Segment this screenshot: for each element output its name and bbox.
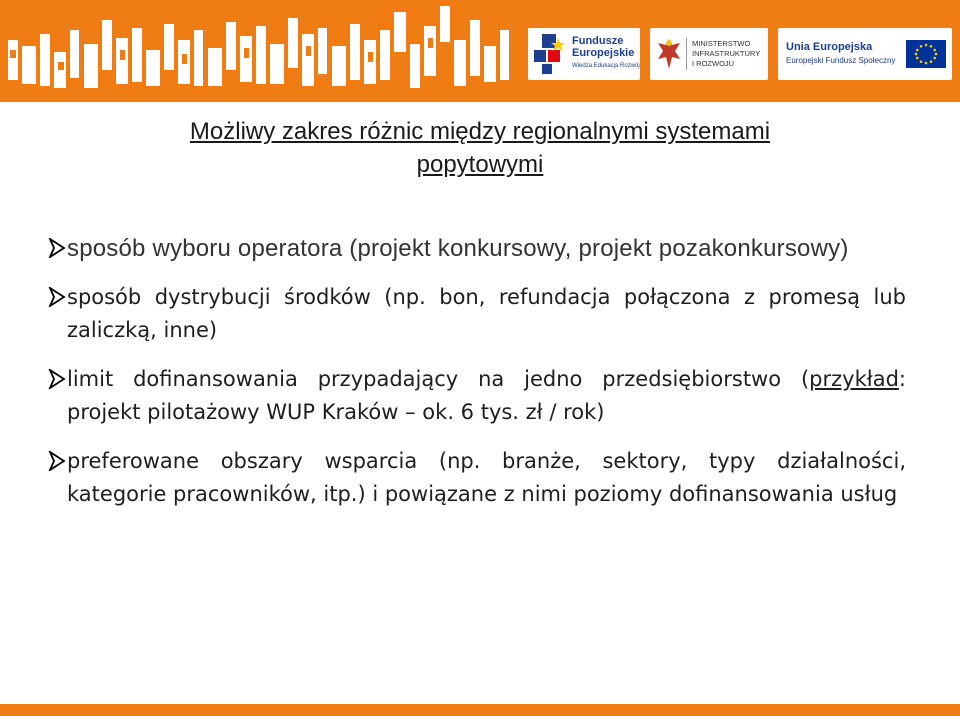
bullet-list (48, 232, 906, 527)
footer-bar (0, 704, 960, 716)
eu-line2: Europejski Fundusz Społeczny (786, 56, 896, 65)
ministry-line1: MINISTERSTWO (692, 39, 751, 48)
eu-flag-icon (906, 40, 946, 68)
eu-logo (778, 28, 952, 80)
bullet-item (48, 281, 906, 347)
bullet-text: sposób dystrybucji środków (np. bon, refundacja połączona z promesą lub zaliczką, inne) (67, 285, 906, 342)
bullet-text: preferowane obszary wsparcia (np. branże, sektory, typy działalności, kategorie pracowników, itp.) i powiązane z nimi poziomy dofinansowania usług (67, 449, 906, 506)
title-line1: Możliwy zakres różnic między regionalnymi systemami (189, 118, 771, 145)
arrow-bullet-icon (48, 369, 66, 389)
arrow-bullet-icon (48, 238, 66, 258)
fundusze-line2: Europejskie (572, 47, 635, 59)
arrow-bullet-icon (48, 287, 66, 307)
eu-line1: Unia Europejska (786, 41, 873, 53)
bullet-item (48, 232, 906, 265)
arrow-bullet-icon (48, 451, 66, 471)
bullet-text-underlined: przykład (809, 367, 899, 391)
fundusze-europejskie-icon (534, 34, 568, 74)
fundusze-sub: Wiedza Edukacja Rozwój (572, 63, 640, 69)
ministry-line2: INFRASTRUKTURY (692, 49, 761, 58)
slide-title (100, 115, 860, 181)
title-line2: popytowymi (416, 151, 544, 178)
bullet-text: sposób wyboru operatora (projekt konkursowy, projekt pozakonkursowy) (67, 235, 849, 262)
header-banner (0, 0, 960, 102)
ministry-logo (650, 28, 768, 80)
fundusze-europejskie-logo (528, 28, 640, 80)
bullet-text-pre: limit dofinansowania przypadający na jedno przedsiębiorstwo ( (67, 367, 810, 391)
ministry-line3: I ROZWOJU (692, 59, 735, 68)
bullet-text-post: : projekt pilotażowy WUP Kraków – ok. 6 tys. zł / rok) (67, 367, 906, 424)
fundusze-line1: Fundusze (572, 35, 624, 47)
eagle-emblem-icon (656, 37, 682, 71)
bullet-item (48, 363, 906, 429)
bullet-item (48, 445, 906, 511)
